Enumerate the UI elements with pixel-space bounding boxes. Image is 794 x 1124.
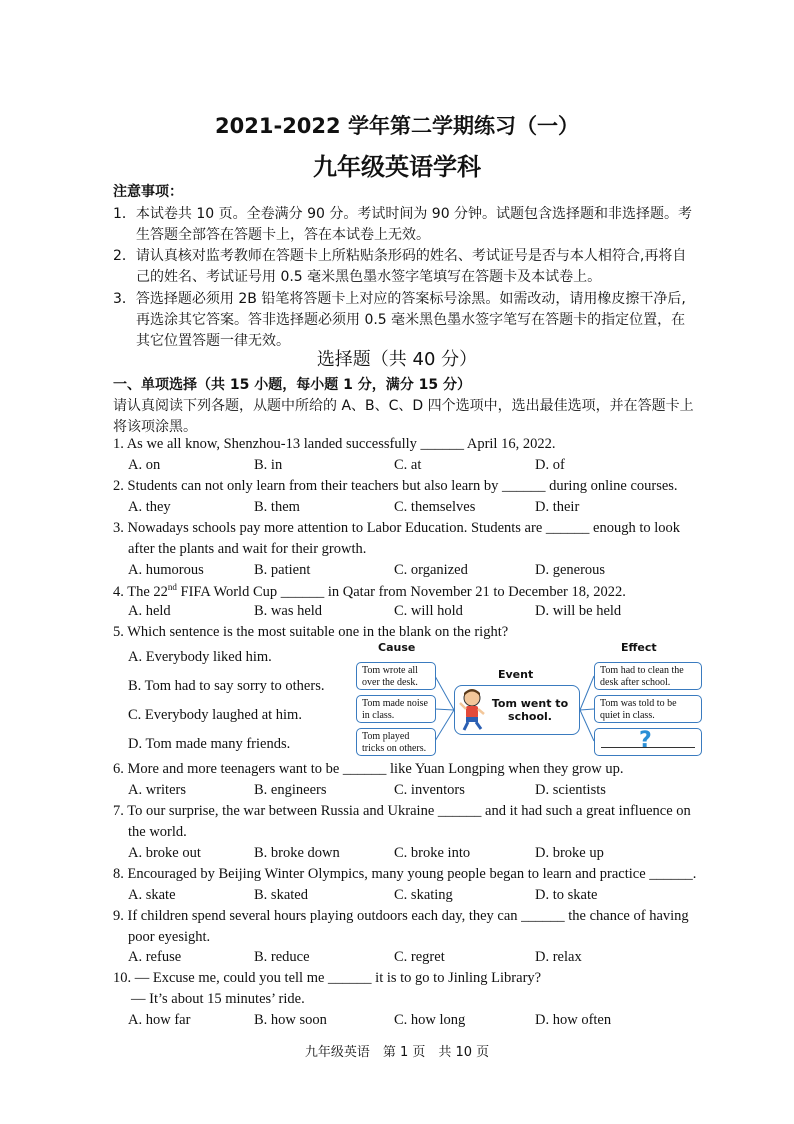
option-a: A. Everybody liked him. [128, 649, 272, 665]
effect-box-blank [594, 728, 702, 756]
question-7: 7. To our surprise, the war between Russia and Ukraine ______ and it had such a great influence on [113, 803, 691, 819]
option-b: B. Tom had to say sorry to others. [128, 678, 325, 694]
option-a: A. broke out [128, 845, 201, 861]
option-c: C. will hold [394, 603, 463, 619]
question-4-sup: nd [167, 582, 177, 592]
effect-box: Tom had to clean the desk after school. [594, 662, 702, 690]
section-title: 选择题（共 40 分） [316, 349, 478, 370]
effect-label: Effect [621, 641, 657, 654]
option-d: D. their [535, 499, 580, 515]
question-9: 9. If children spend several hours playing outdoors each day, they can ______ the chance of having [113, 908, 689, 924]
option-d: D. broke up [535, 845, 604, 861]
option-a: A. on [128, 457, 161, 473]
notice-line: 2．请认真核对监考教师在答题卡上所粘贴条形码的姓名、考试证号是否与本人相符合,再将自 [113, 248, 687, 264]
option-c: C. inventors [394, 782, 465, 798]
option-b: B. was held [254, 603, 323, 619]
option-a: A. refuse [128, 949, 182, 965]
option-a: A. humorous [128, 562, 204, 578]
part1-instruction: 请认真阅读下列各题，从题中所给的 A、B、C、D 四个选项中，选出最佳选项，并在答题卡上 [113, 398, 694, 414]
option-b: B. them [254, 499, 300, 515]
part1-heading: 一、单项选择（共 15 小题，每小题 1 分，满分 15 分） [113, 377, 471, 393]
boy-icon [458, 688, 486, 732]
question-1: 1. As we all know, Shenzhou-13 landed successfully ______ April 16, 2022. [113, 436, 556, 452]
question-4-suffix: FIFA World Cup ______ in Qatar from November 21 to December 18, 2022. [176, 583, 626, 600]
option-a: A. how far [128, 1012, 191, 1028]
option-b: B. broke down [254, 845, 340, 861]
option-d: D. scientists [535, 782, 606, 798]
option-b: B. how soon [254, 1012, 327, 1028]
option-b: B. in [254, 457, 283, 473]
option-c: C. organized [394, 562, 468, 578]
question-5: 5. Which sentence is the most suitable one in the blank on the right? [113, 624, 509, 640]
option-c: C. at [394, 457, 422, 473]
option-a: A. skate [128, 887, 176, 903]
page-footer: 九年级英语 第 1 页 共 10 页 [304, 1045, 490, 1060]
question-8: 8. Encouraged by Beijing Winter Olympics, many young people began to learn and practice ______. [113, 866, 697, 882]
option-c: C. Everybody laughed at him. [128, 707, 302, 723]
question-2: 2. Students can not only learn from their teachers but also learn by ______ during online courses. [113, 478, 678, 494]
option-b: B. skated [254, 887, 308, 903]
question-4-prefix: 4. The 22 [113, 583, 168, 600]
question-3: 3. Nowadays schools pay more attention to Labor Education. Students are ______ enough to look [113, 520, 681, 536]
option-d: D. generous [535, 562, 606, 578]
part1-instruction: 将该项涂黑。 [113, 419, 197, 435]
notice-line: 己的姓名、考试证号用 0.5 毫米黑色墨水签字笔填写在答题卡及本试卷上。 [136, 269, 602, 285]
option-c: C. themselves [394, 499, 476, 515]
question-7-cont: the world. [128, 824, 187, 840]
option-d: D. will be held [535, 603, 622, 619]
cause-box: Tom played tricks on others. [356, 728, 436, 756]
notice-line: 生答题全部答在答题卡上，答在本试卷上无效。 [136, 227, 430, 243]
question-9-cont: poor eyesight. [128, 929, 211, 945]
exam-subtitle: 九年级英语学科 [313, 153, 481, 181]
option-b: B. reduce [254, 949, 310, 965]
question-6: 6. More and more teenagers want to be ______ like Yuan Longping when they grow up. [113, 761, 624, 777]
option-c: C. regret [394, 949, 445, 965]
event-label: Event [498, 668, 534, 681]
option-d: D. how often [535, 1012, 612, 1028]
option-a: A. they [128, 499, 171, 515]
cause-effect-diagram [350, 640, 706, 760]
option-d: D. of [535, 457, 565, 473]
option-d: D. relax [535, 949, 582, 965]
option-b: B. patient [254, 562, 311, 578]
event-text: Tom went to school. [491, 697, 569, 723]
option-b: B. engineers [254, 782, 327, 798]
question-4 [113, 582, 626, 601]
option-d: D. to skate [535, 887, 598, 903]
notice-line: 3．答选择题必须用 2B 铅笔将答题卡上对应的答案标号涂黑。如需改动，请用橡皮擦干净后, [113, 291, 686, 307]
notice-heading: 注意事项： [113, 184, 183, 200]
question-10-reply: — It’s about 15 minutes’ ride. [131, 991, 305, 1007]
question-mark-icon: ? [639, 728, 652, 753]
notice-line: 其它位置答题一律无效。 [136, 333, 290, 349]
option-c: C. broke into [394, 845, 471, 861]
option-a: A. writers [128, 782, 186, 798]
notice-line: 再选涂其它答案。答非选择题必须用 0.5 毫米黑色墨水签字笔写在答题卡的指定位置，在 [136, 312, 686, 328]
question-10: 10. — Excuse me, could you tell me ______ it is to go to Jinling Library? [113, 970, 542, 986]
cause-box: Tom made noise in class. [356, 695, 436, 723]
effect-box: Tom was told to be quiet in class. [594, 695, 702, 723]
cause-box: Tom wrote all over the desk. [356, 662, 436, 690]
question-3-cont: after the plants and wait for their growth. [128, 541, 367, 557]
option-c: C. skating [394, 887, 453, 903]
notice-line: 1．本试卷共 10 页。全卷满分 90 分。考试时间为 90 分钟。试题包含选择题和非选择题。考 [113, 206, 693, 222]
option-d: D. Tom made many friends. [128, 736, 291, 752]
exam-title: 2021-2022 学年第二学期练习（一） [215, 114, 579, 138]
cause-label: Cause [378, 641, 416, 654]
option-a: A. held [128, 603, 171, 619]
option-c: C. how long [394, 1012, 466, 1028]
